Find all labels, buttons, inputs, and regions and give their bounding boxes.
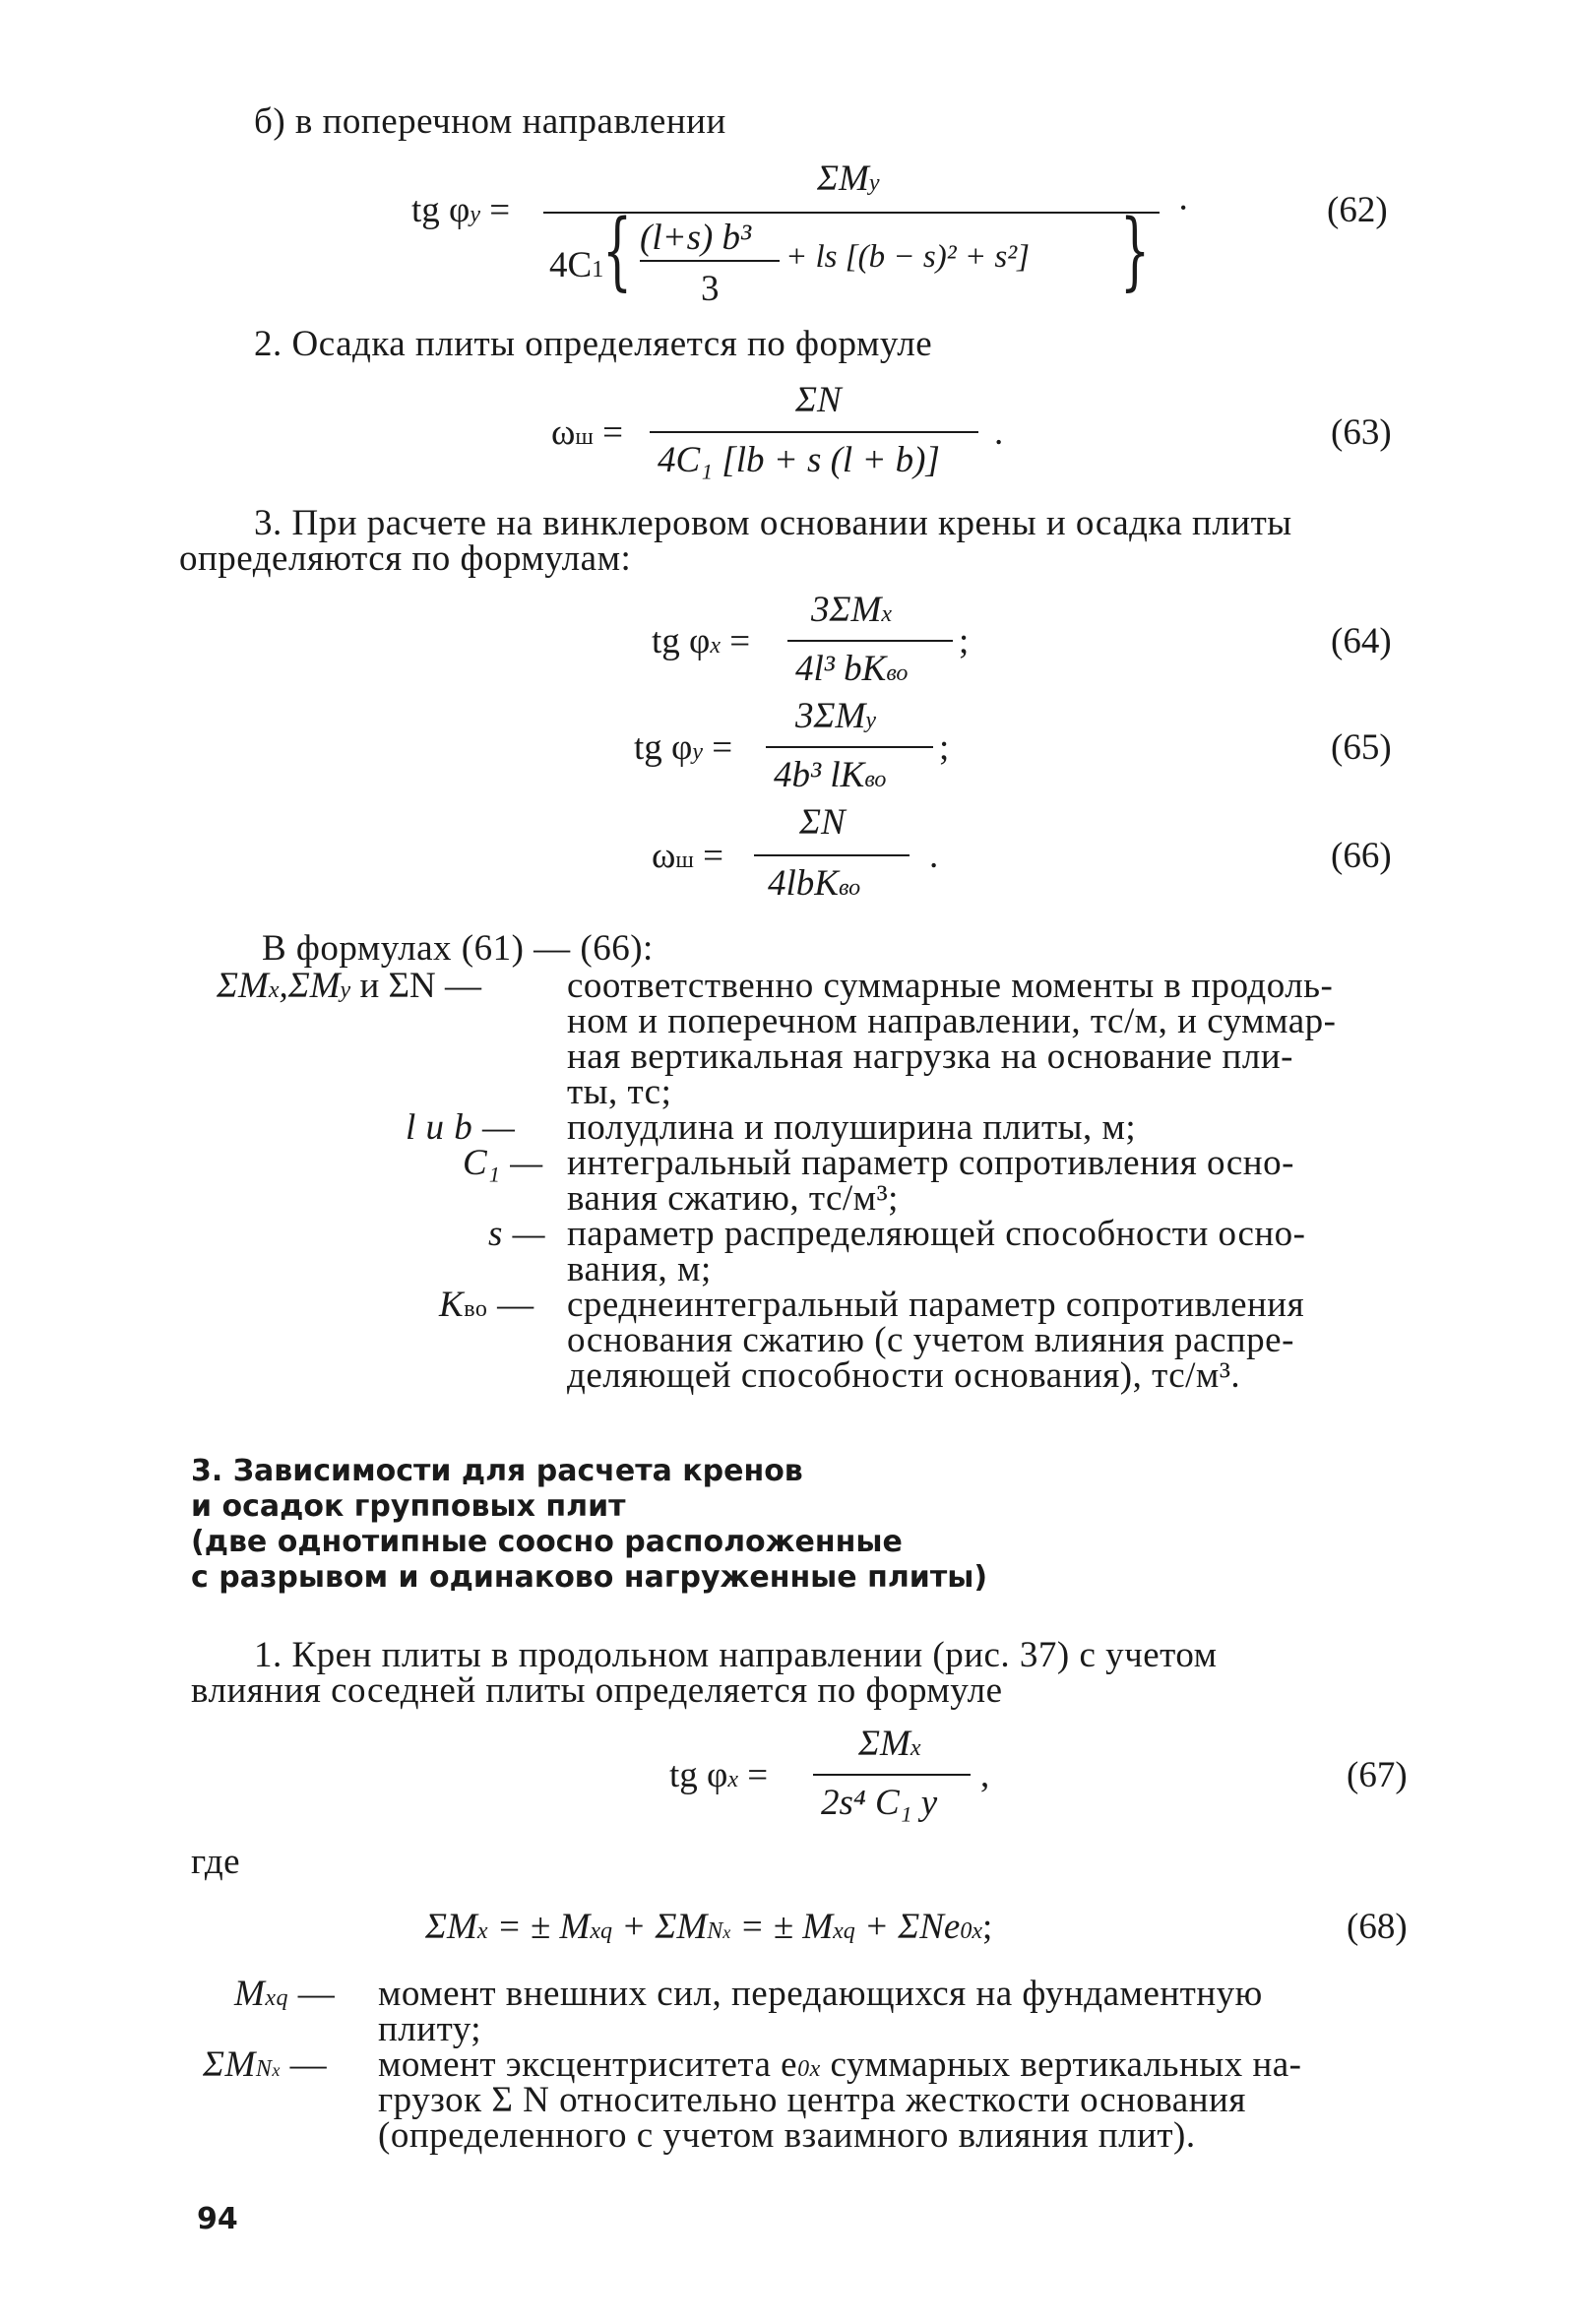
eq64-number: (64): [1331, 621, 1392, 661]
eq62-inner-denominator: 3: [701, 269, 720, 309]
item-3-line-2: определяются по формулам:: [179, 538, 632, 579]
legend-1-term: ΣMx,ΣMy и ΣN —: [217, 966, 481, 1006]
eq66-lhs: ωш =: [652, 836, 723, 876]
eq62-lhs: tg φy =: [411, 190, 511, 230]
eq62-inner-tail: + ls [(b − s)² + s²]: [785, 239, 1030, 275]
where-label: где: [191, 1842, 241, 1882]
eq65-numerator: 3ΣMy: [795, 696, 876, 736]
eq63-fraction-bar: [650, 431, 978, 433]
eq64-denominator: 4l³ bKво: [795, 649, 909, 689]
eq65-denominator: 4b³ lKво: [774, 755, 887, 795]
para-1-line-2: влияния соседней плиты определяется по формуле: [191, 1670, 1003, 1711]
item-2: 2. Осадка плиты определяется по формуле: [254, 324, 933, 364]
right-brace-icon: }: [1120, 202, 1151, 300]
eq63-number: (63): [1331, 412, 1392, 453]
legend-6-term: Mxq —: [234, 1974, 336, 2014]
legend-7-line-1: момент эксцентриситета e0x суммарных вертикальных на-: [378, 2044, 1302, 2085]
legend-5-term: Kво —: [439, 1285, 534, 1325]
eq64-fraction-bar: [787, 640, 953, 642]
eq63-denominator: 4C₁ [lb + s (l + b)]: [658, 440, 940, 480]
eq67-trail: ,: [980, 1755, 990, 1795]
legend-5-line-2: основания сжатию (с учетом влияния распре-: [567, 1320, 1294, 1360]
eq65-number: (65): [1331, 727, 1392, 768]
eq66-fraction-bar: [754, 854, 910, 856]
eq67-number: (67): [1347, 1755, 1408, 1795]
eq66-numerator: ΣN: [799, 802, 846, 843]
page-number: 94: [197, 2202, 238, 2236]
legend-5-line-1: среднеинтегральный параметр сопротивления: [567, 1285, 1305, 1325]
legend-3-line-1: интегральный параметр сопротивления осно-: [567, 1143, 1294, 1183]
legend-4-line-2: вания, м;: [567, 1249, 712, 1289]
eq63-lhs: ωш =: [551, 412, 623, 453]
eq62-den-prefix: 4C1: [549, 245, 604, 285]
legend-1-line-1: соответственно суммарные моменты в продоль-: [567, 966, 1334, 1006]
legend-7-line-3: (определенного с учетом взаимного влияния плит).: [378, 2115, 1196, 2156]
legend-intro: В формулах (61) — (66):: [262, 928, 654, 969]
legend-1-line-4: ты, тс;: [567, 1072, 672, 1112]
eq62-fraction-bar: [543, 212, 1160, 214]
eq68-body: ΣMx = ± Mxq + ΣMNx = ± Mxq + ΣNe0x;: [425, 1907, 993, 1947]
legend-6-line-1: момент внешних сил, передающихся на фундаментную: [378, 1974, 1263, 2014]
section-heading-line-4: с разрывом и одинаково нагруженные плиты): [191, 1560, 988, 1595]
eq67-lhs: tg φx =: [669, 1755, 769, 1795]
legend-1-line-2: ном и поперечном направлении, тс/м, и суммар-: [567, 1001, 1337, 1041]
section-heading-line-3: (две однотипные соосно расположенные: [191, 1525, 903, 1559]
eq63-numerator: ΣN: [795, 380, 842, 420]
eq65-trail: ;: [939, 727, 950, 768]
eq66-number: (66): [1331, 836, 1392, 876]
item-3-line-1: 3. При расчете на винклеровом основании крены и осадка плиты: [254, 503, 1292, 543]
eq67-fraction-bar: [813, 1774, 971, 1776]
legend-1-line-3: ная вертикальная нагрузка на основание пли-: [567, 1036, 1293, 1077]
legend-3-term: C₁ —: [463, 1143, 543, 1183]
section-b-label: б) в поперечном направлении: [254, 101, 726, 142]
left-brace-icon: {: [602, 202, 633, 300]
eq62-numerator: ΣMy: [817, 158, 880, 199]
eq64-numerator: 3ΣMx: [811, 590, 892, 630]
section-heading-line-1: 3. Зависимости для расчета кренов: [191, 1454, 803, 1488]
eq62-inner-bar: [640, 260, 780, 262]
legend-6-line-2: плиту;: [378, 2009, 482, 2049]
eq67-denominator: 2s⁴ C₁ y: [821, 1783, 938, 1823]
eq62-number: (62): [1327, 190, 1388, 230]
eq65-fraction-bar: [766, 746, 933, 748]
eq66-denominator: 4lbKво: [768, 863, 861, 904]
para-1-line-1: 1. Крен плиты в продольном направлении (рис. 37) с учетом: [254, 1635, 1218, 1675]
eq66-trail: .: [929, 836, 939, 876]
legend-5-line-3: деляющей способности основания), тс/м³.: [567, 1355, 1241, 1396]
legend-7-line-2: грузок Σ N относительно центра жесткости основания: [378, 2080, 1246, 2120]
legend-3-line-2: вания сжатию, тс/м³;: [567, 1178, 899, 1219]
legend-2-line-1: полудлина и полуширина плиты, м;: [567, 1107, 1137, 1148]
eq68-number: (68): [1347, 1907, 1408, 1947]
legend-4-line-1: параметр распределяющей способности осно-: [567, 1214, 1306, 1254]
eq67-numerator: ΣMx: [858, 1724, 921, 1764]
eq64-lhs: tg φx =: [652, 621, 751, 661]
eq65-lhs: tg φy =: [634, 727, 733, 768]
eq62-trail: ·: [1177, 188, 1190, 228]
legend-2-term: l и b —: [406, 1107, 516, 1148]
legend-7-term: ΣMNx —: [203, 2044, 328, 2085]
eq64-trail: ;: [959, 621, 970, 661]
section-heading-line-2: и осадок групповых плит: [191, 1489, 626, 1524]
legend-4-term: s —: [488, 1214, 546, 1254]
eq62-inner-numerator: (l+s) b³: [640, 218, 752, 258]
eq63-trail: .: [994, 412, 1004, 453]
